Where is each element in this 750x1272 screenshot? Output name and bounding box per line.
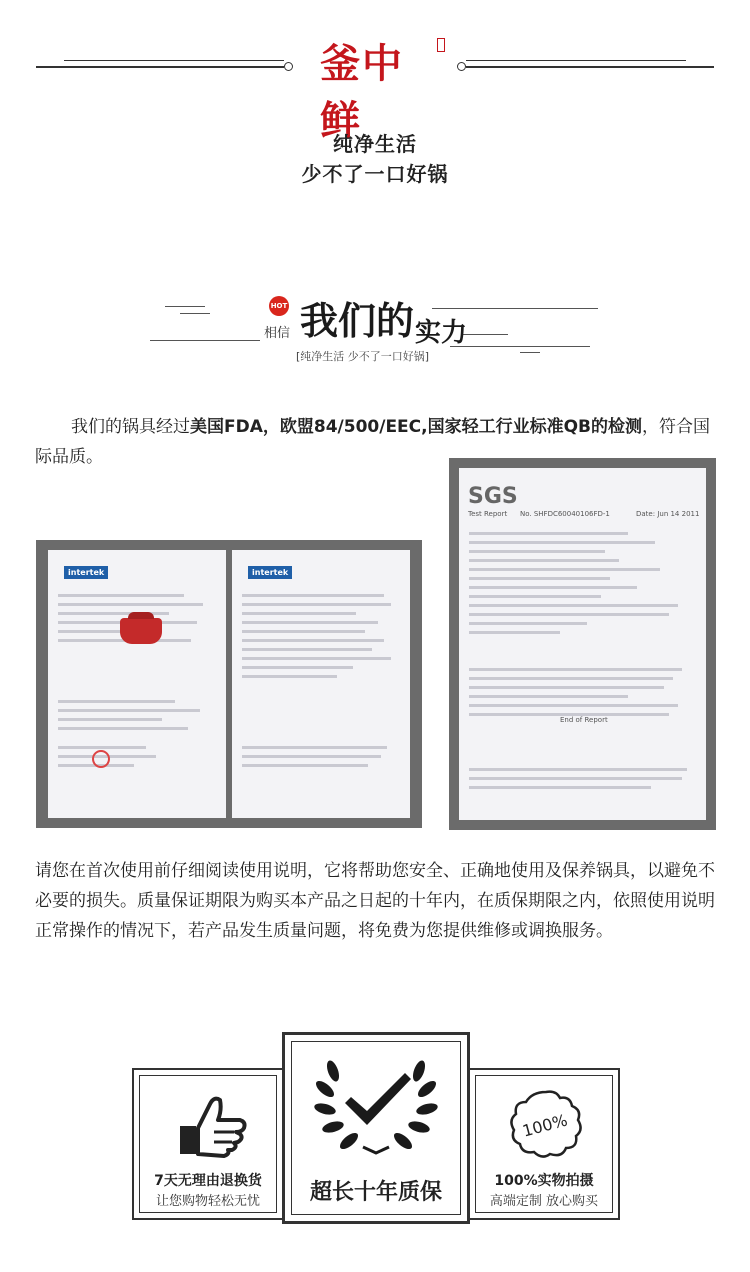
header-line-right: [466, 66, 714, 68]
stamp-100-text: 100%: [520, 1110, 570, 1141]
certificate-intertek-frame: [36, 540, 422, 828]
badge-real-photo-subtitle: 高端定制 放心购买: [489, 1194, 599, 1209]
badge-warranty: [282, 1032, 470, 1224]
sgs-report-number: No. SHFDC60040106FD-1: [520, 510, 610, 518]
deco-line: [432, 308, 598, 309]
laurel-check-icon: [311, 1049, 441, 1159]
header-line-left-2: [64, 60, 284, 61]
notice-paragraph: 请您在首次使用前仔细阅读使用说明，它将帮助您安全、正确地使用及保养锅具，以避免不必要的损失。质量保证期限为购买本产品之日起的十年内，在质保期限之内，依照使用说明正常操作的情况下，若产品发生质量问题，将免费为您提供维修或调换服务。: [35, 861, 715, 941]
deco-line: [165, 306, 205, 307]
header-dot-left: [284, 62, 293, 71]
badge-real-photo-title: 100%实物拍摄: [494, 1173, 594, 1189]
official-seal: [92, 750, 110, 768]
header-dot-right: [457, 62, 466, 71]
deco-line: [180, 313, 210, 314]
slogan-line-2: 少不了一口好锅: [301, 162, 449, 186]
sgs-logo: SGS: [468, 484, 518, 509]
certificate-page-left: [48, 550, 226, 818]
intro-tail: ，符合国际品质。: [35, 417, 711, 467]
strength-prefix: 相信: [264, 326, 291, 341]
deco-line: [150, 340, 260, 341]
header-line-left: [36, 66, 284, 68]
badge-warranty-title: 超长十年质保: [309, 1180, 442, 1205]
badge-return-title: 7天无理由退换货: [154, 1173, 262, 1189]
red-pot-photo: [120, 618, 162, 644]
certificate-page-right: [232, 550, 410, 818]
intertek-logo: intertek: [248, 566, 292, 579]
deco-line: [462, 334, 508, 335]
sgs-end-of-report: End of Report: [560, 716, 608, 724]
deco-line: [520, 352, 540, 353]
hot-badge: HOT: [269, 296, 289, 316]
sgs-report-label: Test Report: [468, 510, 508, 518]
badge-return: [132, 1068, 284, 1220]
intertek-logo: intertek: [64, 566, 108, 579]
strength-tagline: [纯净生活 少不了一口好锅]: [296, 350, 430, 363]
strength-title: 我们的: [300, 298, 415, 343]
intro-bold: 美国FDA，欧盟84/500/EEC,国家轻工行业标准QB的检测: [190, 417, 643, 437]
thumb-hand-icon: [170, 1088, 250, 1160]
badge-real-photo: [468, 1068, 620, 1220]
deco-line: [450, 346, 590, 347]
sgs-report-date: Date: Jun 14 2011: [636, 510, 700, 518]
intro-lead: 我们的锅具经过: [71, 417, 190, 437]
strength-title-rest: 实力: [415, 318, 468, 348]
brand-seal: [437, 38, 445, 52]
slogan-line-1: 纯净生活: [333, 132, 417, 156]
header-line-right-2: [466, 60, 686, 61]
badge-return-subtitle: 让您购物轻松无忧: [155, 1194, 260, 1209]
certificate-sgs-page: [459, 468, 706, 820]
brand-logo: 釜中鲜: [320, 40, 404, 144]
